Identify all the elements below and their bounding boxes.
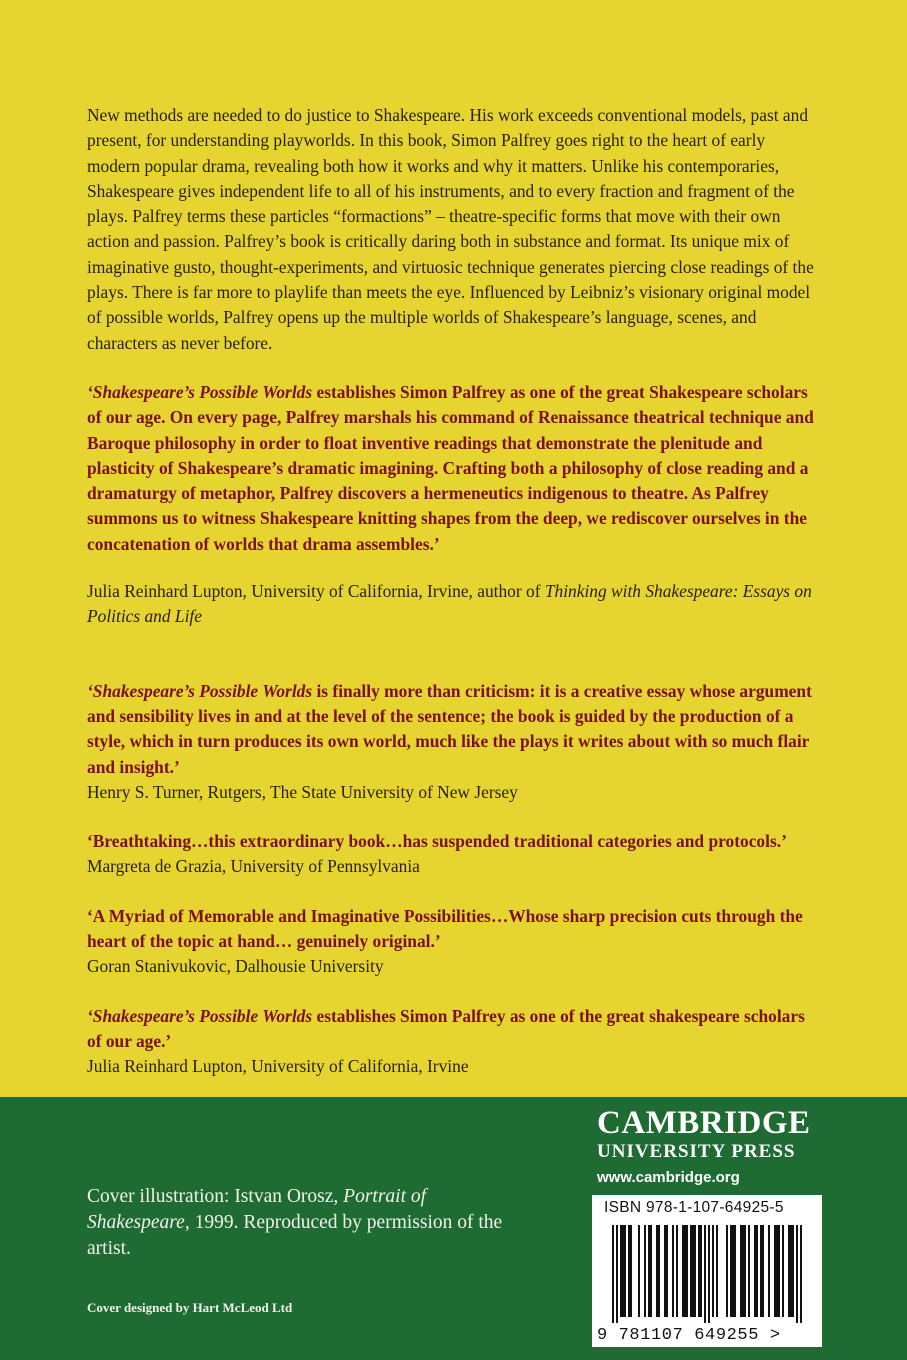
barcode-bar: [638, 1225, 640, 1317]
barcode-bar: [624, 1225, 626, 1317]
barcode-bar: [792, 1225, 794, 1317]
barcode-bar: [620, 1225, 622, 1317]
barcode-bar: [700, 1225, 702, 1317]
endorsement-quote-5: [87, 1004, 822, 1055]
publisher-url: www.cambridge.org: [597, 1169, 740, 1186]
barcode-bar: [732, 1225, 734, 1317]
barcode-bar: [684, 1225, 686, 1317]
book-description: New methods are needed to do justice to Shakespeare. His work exceeds conventional models, past and present, for understanding playworlds. In this book, Simon Palfrey goes right to the heart of early modern popular drama, revealing both how it works and why it matters. Unlike his contemporaries, Shakespeare gives independent life to all of his instruments, and to every fraction and fragment of the plays. Palfrey terms these particles “formactions” – theatre-specific forms that move with their own action and passion. Palfrey’s book is critically daring both in substance and format. Its unique mix of imaginative gusto, thought-experiments, and virtuosic technique generates piercing close readings of the plays. There is far more to playlife than meets the eye. Influenced by Leibniz’s visionary original model of possible worlds, Palfrey opens up the multiple worlds of Shakespeare’s language, scenes, and characters as never before.: [87, 105, 814, 353]
endorsement-quote-4: ‘A Myriad of Memorable and Imaginative Possibilities…Whose sharp precision cuts through the heart of the topic at hand… genuinely original.’: [87, 905, 803, 952]
barcode-bar: [694, 1225, 696, 1317]
barcode-bar: [628, 1225, 630, 1317]
barcode-bar: [686, 1225, 688, 1317]
endorsement-attribution-3: Margreta de Grazia, University of Pennsylvania: [87, 856, 420, 877]
barcode-bar: [690, 1225, 692, 1317]
barcode-bar: [692, 1225, 694, 1317]
barcode-bar: [740, 1225, 742, 1317]
barcode-bar: [796, 1225, 798, 1323]
barcode-bar: [708, 1225, 710, 1323]
endorsement-text: establishes Simon Palfrey as one of the great shakespeare scholars of our age.’: [87, 1005, 805, 1051]
barcode-bar: [778, 1225, 780, 1317]
barcode-bar: [666, 1225, 668, 1317]
publisher-logo-subtitle: UNIVERSITY PRESS: [597, 1141, 796, 1162]
barcode-bar: [712, 1225, 714, 1317]
barcode-bar: [800, 1225, 802, 1323]
barcode-bar: [616, 1225, 618, 1323]
barcode-bar: [630, 1225, 632, 1317]
barcode-bar: [730, 1225, 732, 1317]
credit-text: Cover illustration: Istvan Orosz,: [87, 1186, 344, 1207]
barcode-bar: [704, 1225, 706, 1323]
barcode-bar: [790, 1225, 792, 1317]
book-title-italic: ‘Shakespeare’s Possible Worlds: [87, 680, 313, 701]
barcode-bar: [716, 1225, 718, 1317]
barcode-bar: [648, 1225, 650, 1317]
barcode-bar: [698, 1225, 700, 1317]
isbn-label: ISBN 978-1-107-64925-5: [604, 1199, 784, 1216]
endorsement-attribution-5: Julia Reinhard Lupton, University of California, Irvine: [87, 1056, 469, 1077]
barcode-bar: [754, 1225, 756, 1317]
barcode-bar: [776, 1225, 778, 1317]
isbn-barcode: [592, 1195, 822, 1347]
endorsement-text: establishes Simon Palfrey as one of the great Shakespeare scholars of our age. On every page, Palfrey marshals his command of Renaissance theatrical technique and Baroque philosophy in order to float inventive readings that demonstrate the plenitude and plasticity of Shakespeare’s dramatic imagining. Crafting both a philosophy of close reading and a dramaturgy of metaphor, Palfrey discovers a hermeneutics indigenous to theatre. As Palfrey summons us to witness Shakespeare knitting shapes from the deep, we rediscover ourselves in the concatenation of worlds that drama assembles.’: [87, 381, 814, 554]
barcode-bars: [600, 1225, 814, 1325]
publisher-logo-name: CAMBRIDGE: [597, 1105, 811, 1141]
endorsement-quote-1: [87, 380, 822, 557]
endorsement-text: is finally more than criticism: it is a creative essay whose argument and sensibility lives in and at the level of the sentence; the book is guided by the production of a style, which in turn produces its own world, much like the plays it writes about with so much flair and insight.’: [87, 680, 812, 777]
barcode-bar: [734, 1225, 736, 1317]
barcode-bar: [768, 1225, 770, 1317]
barcode-bar: [672, 1225, 674, 1317]
barcode-bar: [744, 1225, 746, 1317]
endorsement-attribution-1: [87, 579, 822, 630]
cover-illustration-credit: [87, 1184, 507, 1262]
attribution-text: Julia Reinhard Lupton, University of California, Irvine, author of: [87, 581, 545, 602]
barcode-bar: [762, 1225, 764, 1317]
publisher-footer: [0, 1097, 907, 1360]
barcode-bar: [782, 1225, 784, 1317]
endorsement-attribution-4: Goran Stanivukovic, Dalhousie University: [87, 956, 384, 977]
barcode-bar: [644, 1225, 646, 1317]
credit-text-end: , 1999. Reproduced by permission of the artist.: [87, 1212, 503, 1259]
book-title-italic: ‘Shakespeare’s Possible Worlds: [87, 1005, 313, 1026]
cover-text-area: [87, 103, 822, 1080]
attribution-work-title: Thinking with Shakespeare: Essays on Politics and Life: [87, 581, 812, 627]
cover-designer-credit: Cover designed by Hart McLeod Ltd: [87, 1300, 293, 1315]
endorsement-attribution-2: Henry S. Turner, Rutgers, The State University of New Jersey: [87, 781, 518, 802]
barcode-bar: [658, 1225, 660, 1317]
barcode-bar: [676, 1225, 678, 1317]
book-title-italic: ‘Shakespeare’s Possible Worlds: [87, 381, 313, 402]
barcode-bar: [612, 1225, 614, 1323]
barcode-bar: [788, 1225, 790, 1317]
ean-digits: 9 781107 649255 >: [597, 1326, 781, 1345]
barcode-bar: [774, 1225, 776, 1317]
barcode-bar: [682, 1225, 684, 1317]
barcode-bar: [748, 1225, 750, 1317]
barcode-bar: [742, 1225, 744, 1317]
barcode-bar: [622, 1225, 624, 1317]
barcode-bar: [760, 1225, 762, 1317]
barcode-bar: [656, 1225, 658, 1317]
credit-work-title: Portrait of Shakespeare: [87, 1186, 427, 1233]
endorsement-quote-2: [87, 679, 822, 780]
barcode-bar: [756, 1225, 758, 1317]
barcode-bar: [650, 1225, 652, 1317]
barcode-bar: [664, 1225, 666, 1317]
barcode-bar: [726, 1225, 728, 1317]
endorsement-quote-3: ‘Breathtaking…this extraordinary book…has suspended traditional categories and protocols.’: [87, 831, 787, 852]
